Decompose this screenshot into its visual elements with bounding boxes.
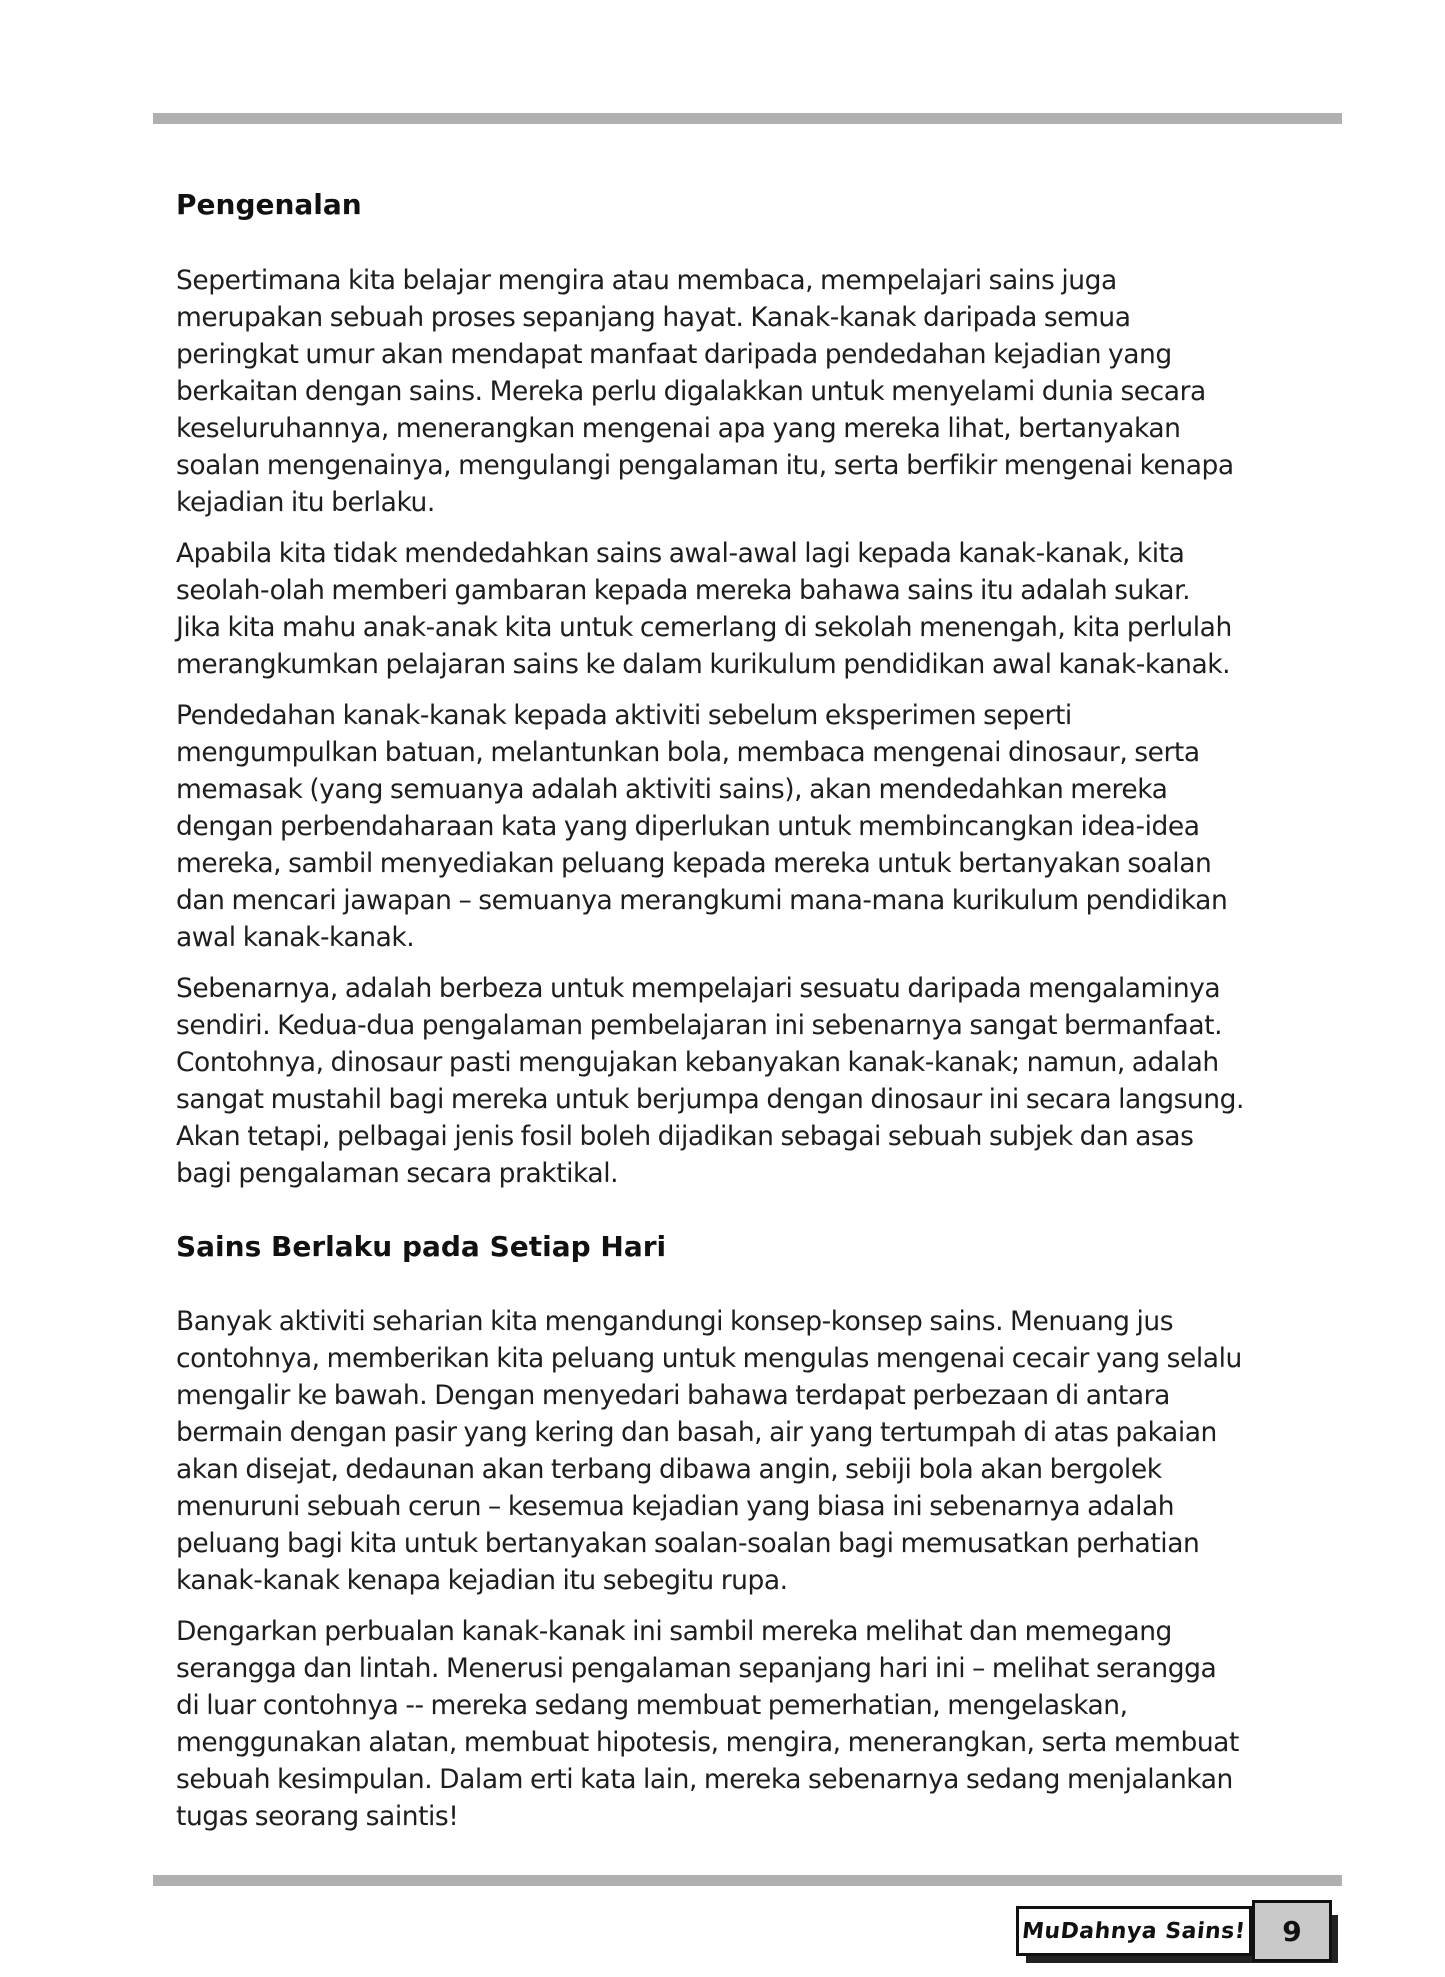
text-line: Contohnya, dinosaur pasti mengujakan kebanyakan kanak-kanak; namun, adalah	[176, 1047, 1219, 1078]
book-title: MuDahnya Sains!	[1020, 1918, 1247, 1944]
text-line: sebuah kesimpulan. Dalam erti kata lain, mereka sebenarnya sedang menjalankan	[176, 1764, 1233, 1795]
text-line: menggunakan alatan, membuat hipotesis, mengira, menerangkan, serta membuat	[176, 1727, 1239, 1758]
text-line: berkaitan dengan sains. Mereka perlu digalakkan untuk menyelami dunia secara	[176, 376, 1206, 407]
text-line: sangat mustahil bagi mereka untuk berjumpa dengan dinosaur ini secara langsung.	[176, 1084, 1244, 1115]
text-line: Pendedahan kanak-kanak kepada aktiviti sebelum eksperimen seperti	[176, 700, 1072, 731]
paragraph	[176, 262, 1326, 521]
paragraph	[176, 970, 1326, 1192]
text-line: merangkumkan pelajaran sains ke dalam kurikulum pendidikan awal kanak-kanak.	[176, 649, 1231, 680]
text-line: peluang bagi kita untuk bertanyakan soalan-soalan bagi memusatkan perhatian	[176, 1528, 1200, 1559]
text-line: memasak (yang semuanya adalah aktiviti sains), akan mendedahkan mereka	[176, 774, 1168, 805]
text-line: Apabila kita tidak mendedahkan sains awal-awal lagi kepada kanak-kanak, kita	[176, 538, 1185, 569]
page-number-box	[1252, 1900, 1332, 1962]
text-line: bagi pengalaman secara praktikal.	[176, 1158, 619, 1189]
text-line: Sebenarnya, adalah berbeza untuk mempelajari sesuatu daripada mengalaminya	[176, 973, 1221, 1004]
text-line: peringkat umur akan mendapat manfaat daripada pendedahan kejadian yang	[176, 339, 1172, 370]
text-line: menuruni sebuah cerun – kesemua kejadian yang biasa ini sebenarnya adalah	[176, 1491, 1175, 1522]
text-line: mengumpulkan batuan, melantunkan bola, membaca mengenai dinosaur, serta	[176, 737, 1200, 768]
text-line: akan disejat, dedaunan akan terbang dibawa angin, sebiji bola akan bergolek	[176, 1454, 1162, 1485]
paragraph	[176, 1303, 1326, 1599]
book-title-box	[1016, 1906, 1252, 1956]
text-line: soalan mengenainya, mengulangi pengalaman itu, serta berfikir mengenai kenapa	[176, 450, 1234, 481]
page-footer	[1016, 1906, 1339, 1963]
text-line: serangga dan lintah. Menerusi pengalaman sepanjang hari ini – melihat serangga	[176, 1653, 1217, 1684]
text-line: Banyak aktiviti seharian kita mengandungi konsep-konsep sains. Menuang jus	[176, 1306, 1174, 1337]
text-line: dan mencari jawapan – semuanya merangkumi mana-mana kurikulum pendidikan	[176, 885, 1228, 916]
text-line: contohnya, memberikan kita peluang untuk mengulas mengenai cecair yang selalu	[176, 1343, 1242, 1374]
paragraph	[176, 535, 1326, 683]
text-line: kejadian itu berlaku.	[176, 487, 435, 518]
text-line: seolah-olah memberi gambaran kepada mereka bahawa sains itu adalah sukar.	[176, 575, 1191, 606]
text-line: tugas seorang saintis!	[176, 1801, 459, 1832]
text-line: Sepertimana kita belajar mengira atau membaca, mempelajari sains juga	[176, 265, 1117, 296]
bottom-rule	[153, 1875, 1342, 1886]
paragraph	[176, 697, 1326, 956]
text-line: di luar contohnya -- mereka sedang membuat pemerhatian, mengelaskan,	[176, 1690, 1128, 1721]
text-line: mengalir ke bawah. Dengan menyedari bahawa terdapat perbezaan di antara	[176, 1380, 1170, 1411]
section1-body	[176, 262, 1326, 1192]
section2-body	[176, 1303, 1326, 1835]
text-line: Dengarkan perbualan kanak-kanak ini sambil mereka melihat dan memegang	[176, 1616, 1172, 1647]
text-line: mereka, sambil menyediakan peluang kepada mereka untuk bertanyakan soalan	[176, 848, 1212, 879]
section-heading-sains-berlaku: Sains Berlaku pada Setiap Hari	[176, 1230, 667, 1263]
section-heading-pengenalan: Pengenalan	[176, 188, 362, 221]
page-content	[176, 185, 1326, 1849]
text-line: awal kanak-kanak.	[176, 922, 415, 953]
text-line: Akan tetapi, pelbagai jenis fosil boleh dijadikan sebagai sebuah subjek dan asas	[176, 1121, 1194, 1152]
text-line: kanak-kanak kenapa kejadian itu sebegitu rupa.	[176, 1565, 788, 1596]
text-line: sendiri. Kedua-dua pengalaman pembelajaran ini sebenarnya sangat bermanfaat.	[176, 1010, 1223, 1041]
text-line: dengan perbendaharaan kata yang diperlukan untuk membincangkan idea-idea	[176, 811, 1200, 842]
page-number: 9	[1282, 1914, 1302, 1948]
text-line: merupakan sebuah proses sepanjang hayat. Kanak-kanak daripada semua	[176, 302, 1131, 333]
text-line: Jika kita mahu anak-anak kita untuk cemerlang di sekolah menengah, kita perlulah	[176, 612, 1232, 643]
text-line: bermain dengan pasir yang kering dan basah, air yang tertumpah di atas pakaian	[176, 1417, 1217, 1448]
paragraph	[176, 1613, 1326, 1835]
top-rule	[153, 113, 1342, 124]
text-line: keseluruhannya, menerangkan mengenai apa yang mereka lihat, bertanyakan	[176, 413, 1181, 444]
